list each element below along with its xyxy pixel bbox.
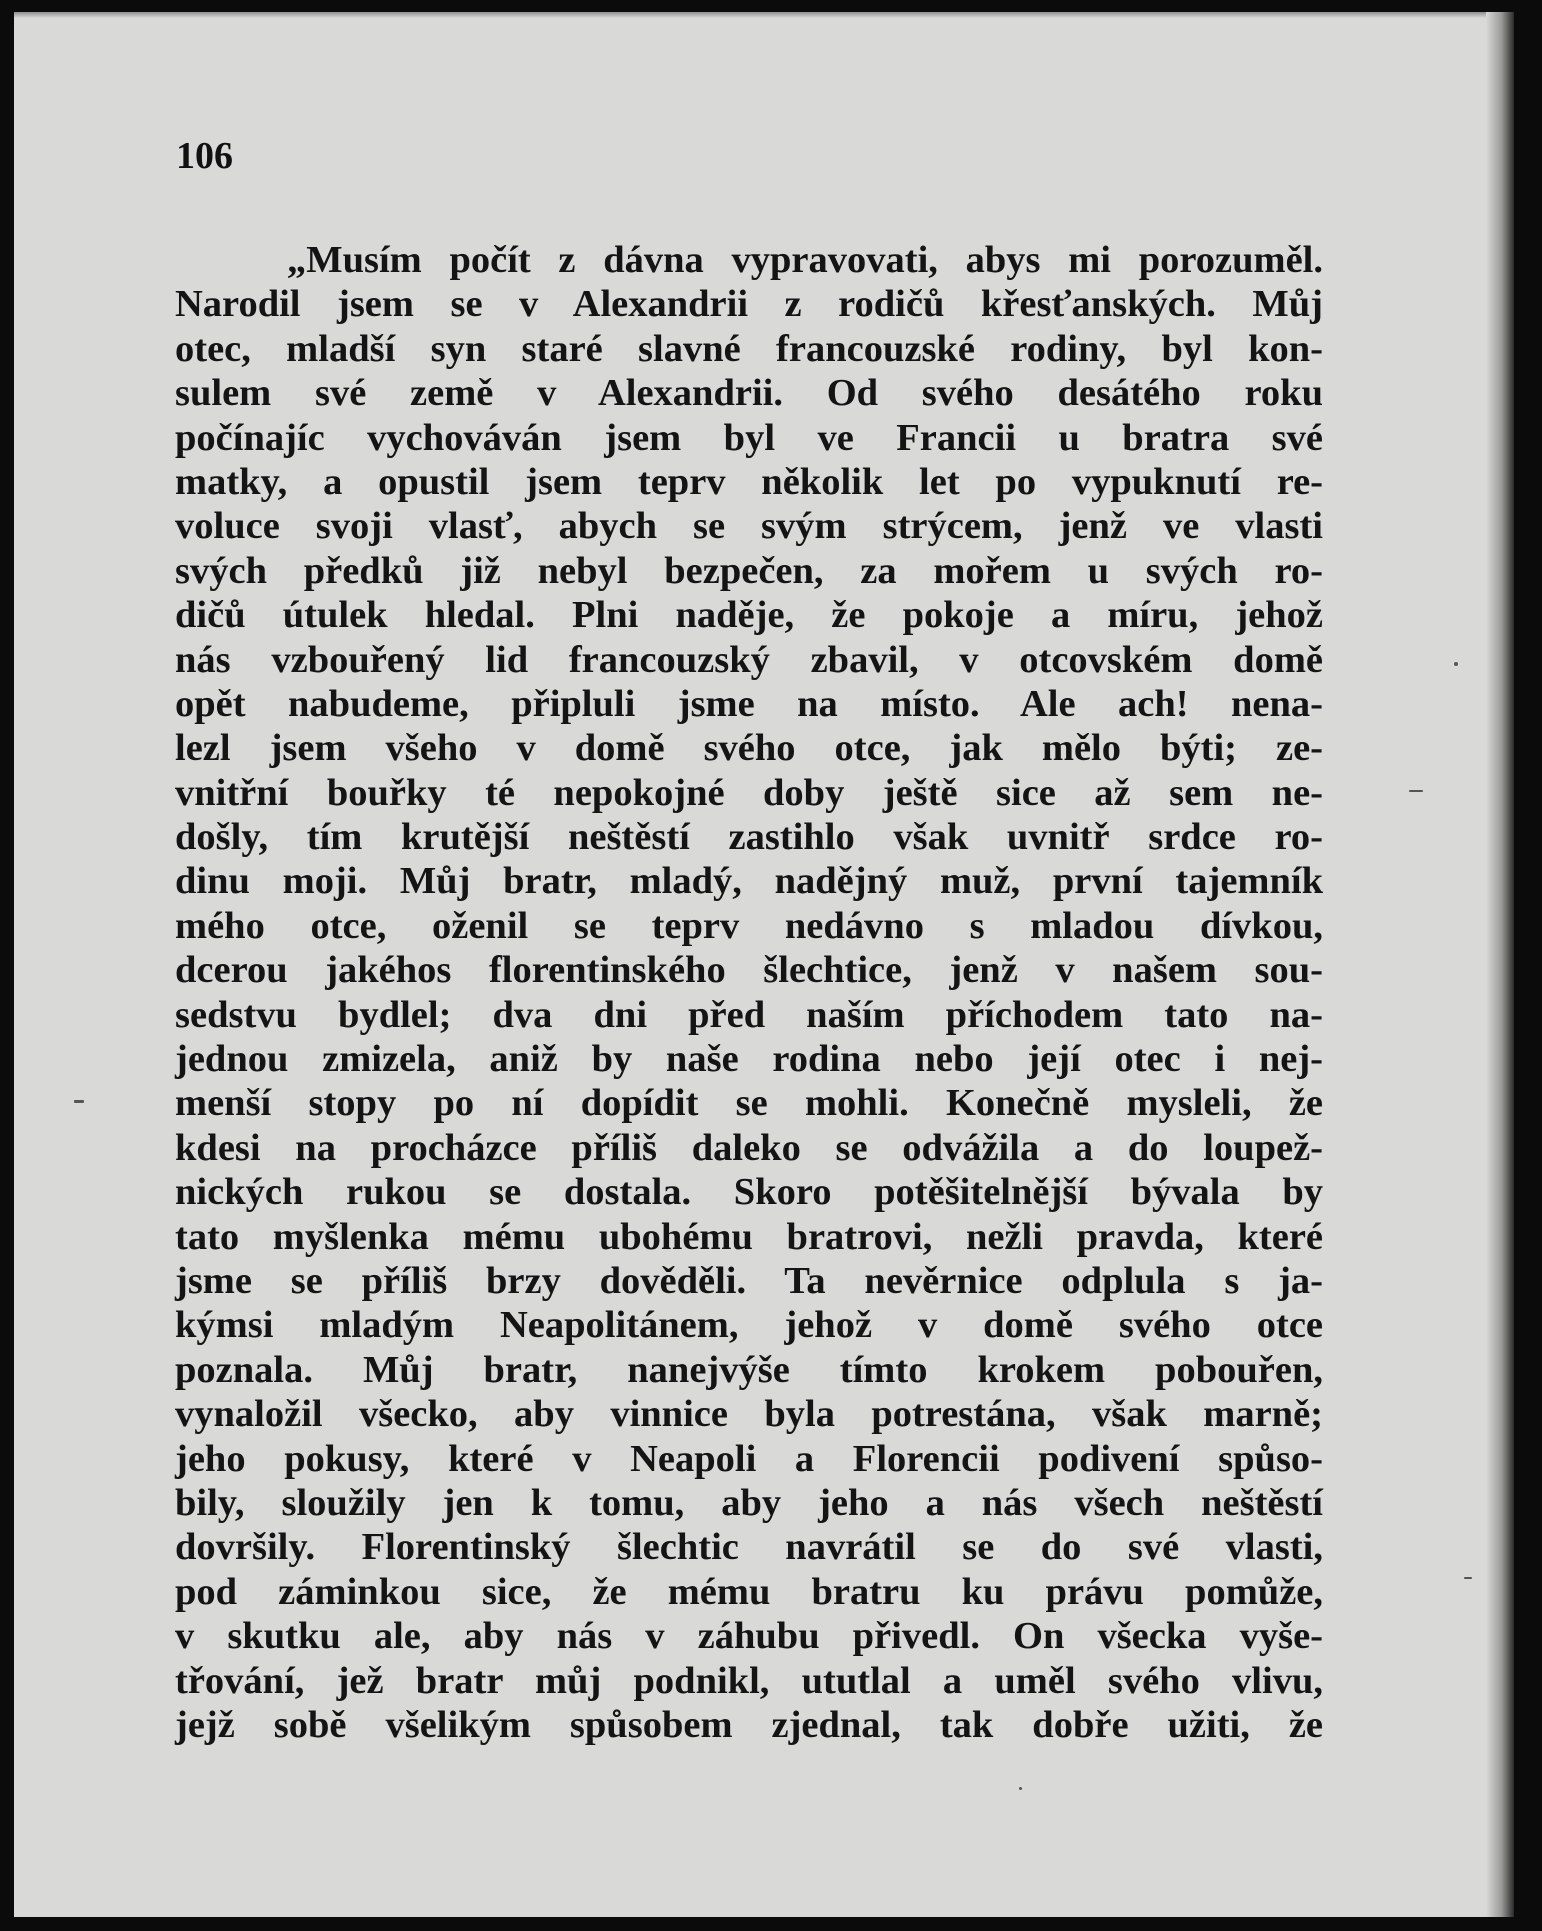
text-line: vnitřní bouřky té nepokojné doby ještě sice až sem ne-: [175, 771, 1323, 814]
scan-speck: [1464, 1577, 1472, 1579]
text-line: poznala. Můj bratr, nanejvýše tímto krokem pobouřen,: [175, 1348, 1323, 1391]
text-line: nás vzbouřený lid francouzský zbavil, v otcovském domě: [175, 638, 1323, 681]
text-line: voluce svoji vlasť, abych se svým strýcem, jenž ve vlasti: [175, 505, 1323, 548]
text-line: nických rukou se dostala. Skoro potěšitelnější bývala by: [175, 1171, 1323, 1214]
text-line: jsme se příliš brzy dověděli. Ta nevěrnice odplula s ja-: [175, 1259, 1323, 1302]
page-spine-shadow: [1486, 12, 1514, 1917]
text-line: vynaložil všecko, aby vinnice byla potrestána, však marně;: [175, 1393, 1323, 1436]
text-line: dinu moji. Můj bratr, mladý, nadějný muž, první tajemník: [175, 860, 1323, 903]
text-line: lezl jsem všeho v domě svého otce, jak mělo býti; ze-: [175, 727, 1323, 770]
text-line: jednou zmizela, aniž by naše rodina nebo její otec i nej-: [175, 1038, 1323, 1081]
text-line: dičů útulek hledal. Plni naděje, že pokoje a míru, jehož: [175, 594, 1323, 637]
scan-speck: [1409, 790, 1423, 792]
text-line: menší stopy po ní dopídit se mohli. Konečně mysleli, že: [175, 1082, 1323, 1125]
book-page: [14, 12, 1514, 1917]
text-line: třování, jež bratr můj podnikl, ututlal a uměl svého vlivu,: [175, 1659, 1323, 1702]
text-line: v skutku ale, aby nás v záhubu přivedl. On všecka vyše-: [175, 1615, 1323, 1658]
scan-speck: [74, 1100, 84, 1103]
text-line: kdesi na procházce příliš daleko se odvážila a do loupež-: [175, 1126, 1323, 1169]
text-line: došly, tím krutější neštěstí zastihlo však uvnitř srdce ro-: [175, 816, 1323, 859]
scan-speck: [1019, 1787, 1022, 1790]
text-line: opět nabudeme, připluli jsme na místo. Ale ach! nena-: [175, 682, 1323, 725]
text-line: „Musím počít z dávna vypravovati, abys mi porozuměl.: [287, 239, 1323, 281]
text-line: bily, sloužily jen k tomu, aby jeho a nás všech neštěstí: [175, 1481, 1323, 1524]
text-line: jejž sobě všelikým spůsobem zjednal, tak dobře užiti, že: [175, 1703, 1323, 1746]
text-line: svých předků již nebyl bezpečen, za mořem u svých ro-: [175, 549, 1323, 592]
text-line: tato myšlenka mému ubohému bratrovi, nežli pravda, které: [175, 1215, 1323, 1258]
text-line: jeho pokusy, které v Neapoli a Florencii podivení spůso-: [175, 1437, 1323, 1480]
scan-speck: [1454, 662, 1458, 666]
text-line: sedstvu bydlel; dva dni před naším příchodem tato na-: [175, 993, 1323, 1036]
text-line: pod záminkou sice, že mému bratru ku právu pomůže,: [175, 1570, 1323, 1613]
scan-edge-top: [14, 12, 1514, 18]
text-line: kýmsi mladým Neapolitánem, jehož v domě svého otce: [175, 1304, 1323, 1347]
body-text: [175, 238, 1323, 1747]
text-line: otec, mladší syn staré slavné francouzské rodiny, byl kon-: [175, 327, 1323, 370]
text-line: mého otce, oženil se teprv nedávno s mladou dívkou,: [175, 904, 1323, 947]
text-line: počínajíc vychováván jsem byl ve Francii u bratra své: [175, 416, 1323, 459]
page-number: 106: [176, 135, 233, 177]
text-line: dcerou jakéhos florentinského šlechtice, jenž v našem sou-: [175, 949, 1323, 992]
text-line: Narodil jsem se v Alexandrii z rodičů křesťanských. Můj: [175, 283, 1323, 326]
text-line: sulem své země v Alexandrii. Od svého desátého roku: [175, 372, 1323, 415]
text-line: matky, a opustil jsem teprv několik let po vypuknutí re-: [175, 460, 1323, 503]
text-line: dovršily. Florentinský šlechtic navrátil se do své vlasti,: [175, 1526, 1323, 1569]
